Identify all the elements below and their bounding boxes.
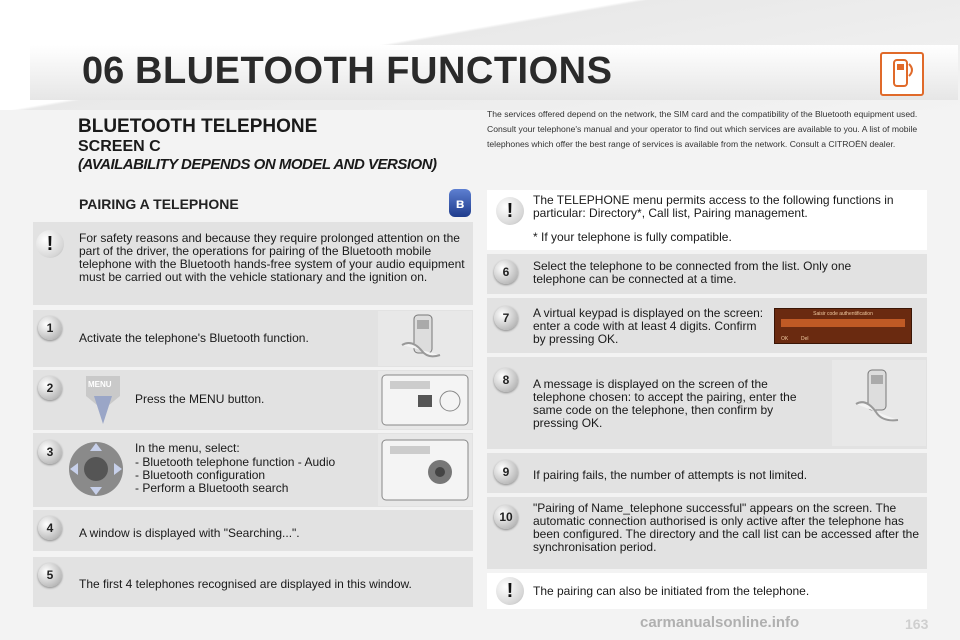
keypad-ok-label: OK	[781, 336, 789, 342]
step-1-text: Activate the telephone's Bluetooth function.	[79, 331, 309, 345]
step-9-text: If pairing fails, the number of attempts is not limited.	[533, 468, 808, 482]
menu-button-icon	[80, 374, 126, 426]
phone-icon	[880, 52, 924, 96]
menu-option-audio: - Bluetooth telephone function - Audio	[135, 456, 335, 469]
step-10-text: "Pairing of Name_telephone successful" appears on the screen. The automatic connection authorised is only active after the telephone has been configured. The directory and the call list can be accessed after the synchronisation period.	[533, 501, 920, 554]
final-note-text: The pairing can also be initiated from the telephone.	[533, 584, 810, 598]
hand-phone-image	[378, 311, 472, 366]
step-8-text: A message is displayed on the screen of the telephone chosen: to accept the pairing, enter the same code on the telephone, then confirm by pressing OK.	[533, 377, 797, 430]
step-1-badge: 1	[38, 316, 62, 340]
keypad-del-label: Del	[801, 336, 809, 342]
warning-icon: !	[36, 230, 64, 258]
bluetooth-icon: ʙ	[449, 189, 471, 217]
step-8-badge: 8	[494, 368, 518, 392]
step-5-badge: 5	[38, 563, 62, 587]
step-4-text: A window is displayed with "Searching...".	[79, 526, 300, 540]
step-10-badge: 10	[494, 505, 518, 529]
page-number: 163	[905, 616, 929, 632]
step-2-badge: 2	[38, 376, 62, 400]
step-9-badge: 9	[494, 460, 518, 484]
chapter-title: BLUETOOTH FUNCTIONS	[135, 50, 613, 92]
keypad-screen-image	[774, 308, 912, 344]
chapter-number: 06	[82, 50, 125, 92]
radio-panel-image-2	[378, 434, 472, 506]
step-6-text: Select the telephone to be connected from the list. Only one telephone can be connected at a time.	[533, 259, 852, 286]
menu-note-text: The TELEPHONE menu permits access to the following functions in particular: Directory*, Call list, Pairing management.	[533, 193, 894, 220]
step-5-text: The first 4 telephones recognised are displayed in this window.	[79, 577, 412, 591]
step-7-text: A virtual keypad is displayed on the screen: enter a code with at least 4 digits. Confirm by pressing OK.	[533, 306, 764, 346]
keypad-screen-title: Saisir code authentification	[813, 311, 873, 317]
keypad-digit-row	[781, 319, 905, 327]
watermark: carmanualsonline.info	[640, 614, 800, 631]
intro-text: The services offered depend on the network, the SIM card and the compatibility of the Bluetooth equipment used. Consult your telephone's manual and your operator to find out which services are available to you. A list of mobile telephones which offer the best range of services is available from the network. Consult a CITROËN dealer.	[487, 109, 918, 149]
menu-button-label: MENU	[88, 380, 112, 389]
pairing-title: PAIRING A TELEPHONE	[79, 196, 239, 212]
step-3-intro: In the menu, select:	[135, 441, 240, 455]
step-3-options	[135, 456, 335, 495]
step-2-text: Press the MENU button.	[135, 392, 265, 406]
step-6-badge: 6	[494, 260, 518, 284]
compatibility-footnote: * If your telephone is fully compatible.	[533, 230, 732, 244]
radio-panel-image	[378, 371, 472, 429]
step-3-badge: 3	[38, 440, 62, 464]
warning-icon: !	[496, 577, 524, 605]
navigation-dial-icon	[66, 439, 126, 499]
hand-phone-image-2	[832, 360, 926, 446]
menu-option-search: - Perform a Bluetooth search	[135, 482, 335, 495]
section-title: BLUETOOTH TELEPHONE	[78, 116, 318, 137]
warning-icon: !	[496, 197, 524, 225]
safety-warning-text: For safety reasons and because they require prolonged attention on the part of the driver, the operations for pairing of the Bluetooth mobile telephone with the Bluetooth hands-free system of your audio equipment must be carried out with the vehicle stationary and the ignition on.	[79, 231, 465, 284]
availability-note: (AVAILABILITY DEPENDS ON MODEL AND VERSION)	[78, 156, 437, 173]
step-4-badge: 4	[38, 516, 62, 540]
step-7-badge: 7	[494, 306, 518, 330]
section-subtitle: SCREEN C	[78, 138, 161, 155]
menu-option-configuration: - Bluetooth configuration	[135, 469, 335, 482]
